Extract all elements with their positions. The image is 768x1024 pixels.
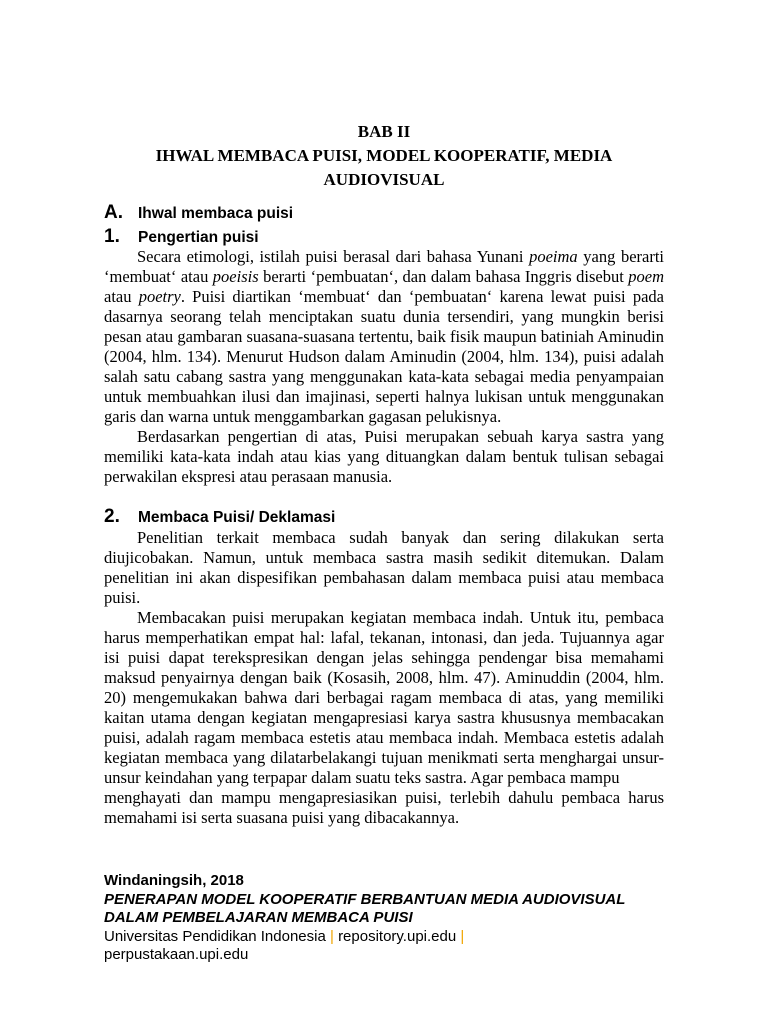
footer-library-link[interactable]: perpustakaan.upi.edu bbox=[104, 946, 249, 963]
subsection-2-title: Membaca Puisi/ Deklamasi bbox=[138, 509, 336, 526]
footer-separator: | bbox=[460, 927, 465, 945]
subsection-1-body bbox=[104, 247, 664, 487]
section-a-number: A. bbox=[104, 202, 123, 223]
chapter-title-line-1: IHWAL MEMBACA PUISI, MODEL KOOPERATIF, MEDIA bbox=[155, 146, 613, 165]
page-footer bbox=[104, 872, 704, 965]
term-poeisis: poeisis bbox=[212, 267, 259, 286]
term-poem: poem bbox=[628, 267, 664, 286]
footer-title-line-1: PENERAPAN MODEL KOOPERATIF BERBANTUAN MEDIA AUDIOVISUAL bbox=[104, 890, 626, 908]
paragraph: Secara etimologi, istilah puisi berasal dari bahasa Yunani poeima yang berarti ‘membuat‘ atau poeisis berarti ‘pembuatan‘, dan dalam bahasa Inggris disebut poem atau poetry. Puisi diartikan ‘membuat‘ dan ‘pembuatan‘ karena lewat puisi pada dasarnya seorang telah menciptakan suatu dunia tersendiri, yang mungkin berisi pesan atau gambaran suasana-suasana tertentu, baik fisik maupun batiniah Aminudin (2004, hlm. 134). Menurut Hudson dalam Aminudin (2004, hlm. 134), puisi adalah salah satu cabang sastra yang menggunakan kata-kata sebagai media penyampaian untuk membuahkan ilusi dan imajinasi, seperti halnya lukisan untuk menggunakan garis dan warna untuk menggambarkan gagasan pelukisnya. bbox=[104, 247, 664, 426]
footer-repository-link[interactable]: repository.upi.edu bbox=[338, 927, 457, 945]
chapter-heading bbox=[104, 120, 664, 192]
subsection-1-title: Pengertian puisi bbox=[138, 229, 259, 246]
subsection-2-number: 2. bbox=[104, 506, 120, 527]
term-poetry: poetry bbox=[138, 287, 181, 306]
paragraph: Membacakan puisi merupakan kegiatan membaca indah. Untuk itu, pembaca harus memperhatikan empat hal: lafal, tekanan, intonasi, dan jeda. Tujuannya agar isi puisi dapat terekspresikan dengan jelas sehingga pendengar bisa memahami maksud penyairnya dengan baik (Kosasih, 2008, hlm. 47). Aminuddin (2004, hlm. 20) mengemukakan bahwa dari berbagai ragam membaca di atas, yang memiliki kaitan utama dengan kegiatan mengapresiasi karya sastra khususnya membacakan puisi, adalah ragam membaca estetis atau membaca indah. Membaca estetis adalah kegiatan membaca yang dilatarbelakangi tujuan menikmati serta menghargai unsur-unsur keindahan yang terpapar dalam suatu teks sastra. Agar pembaca mampu bbox=[104, 608, 664, 787]
chapter-title-line-2: AUDIOVISUAL bbox=[323, 170, 445, 189]
chapter-label: BAB II bbox=[357, 122, 411, 141]
subsection-2-body bbox=[104, 528, 664, 828]
footer-separator: | bbox=[329, 927, 334, 945]
term-poeima: poeima bbox=[529, 247, 578, 266]
footer-university: Universitas Pendidikan Indonesia bbox=[104, 927, 326, 945]
subsection-1-number: 1. bbox=[104, 226, 120, 247]
paragraph: menghayati dan mampu mengapresiasikan puisi, terlebih dahulu pembaca harus memahami isi serta suasana puisi yang dibacakannya. bbox=[104, 788, 664, 827]
footer-affiliation bbox=[104, 928, 704, 947]
paragraph: Penelitian terkait membaca sudah banyak dan sering dilakukan serta diujicobakan. Namun, untuk membaca sastra masih sedikit ditemukan. Dalam penelitian ini akan dispesifikan pembahasan dalam membaca puisi atau membaca puisi. bbox=[104, 528, 664, 607]
subsection-1-heading bbox=[104, 226, 259, 248]
section-a-title: Ihwal membaca puisi bbox=[138, 205, 294, 222]
section-a-heading bbox=[104, 202, 293, 224]
paragraph: Berdasarkan pengertian di atas, Puisi merupakan sebuah karya sastra yang memiliki kata-kata indah atau kias yang dituangkan dalam bentuk tulisan sebagai perwakilan ekspresi atau perasaan manusia. bbox=[104, 427, 664, 486]
footer-author: Windaningsih, 2018 bbox=[104, 872, 244, 889]
subsection-2-heading bbox=[104, 506, 335, 528]
footer-title-line-2: DALAM PEMBELAJARAN MEMBACA PUISI bbox=[104, 909, 413, 926]
